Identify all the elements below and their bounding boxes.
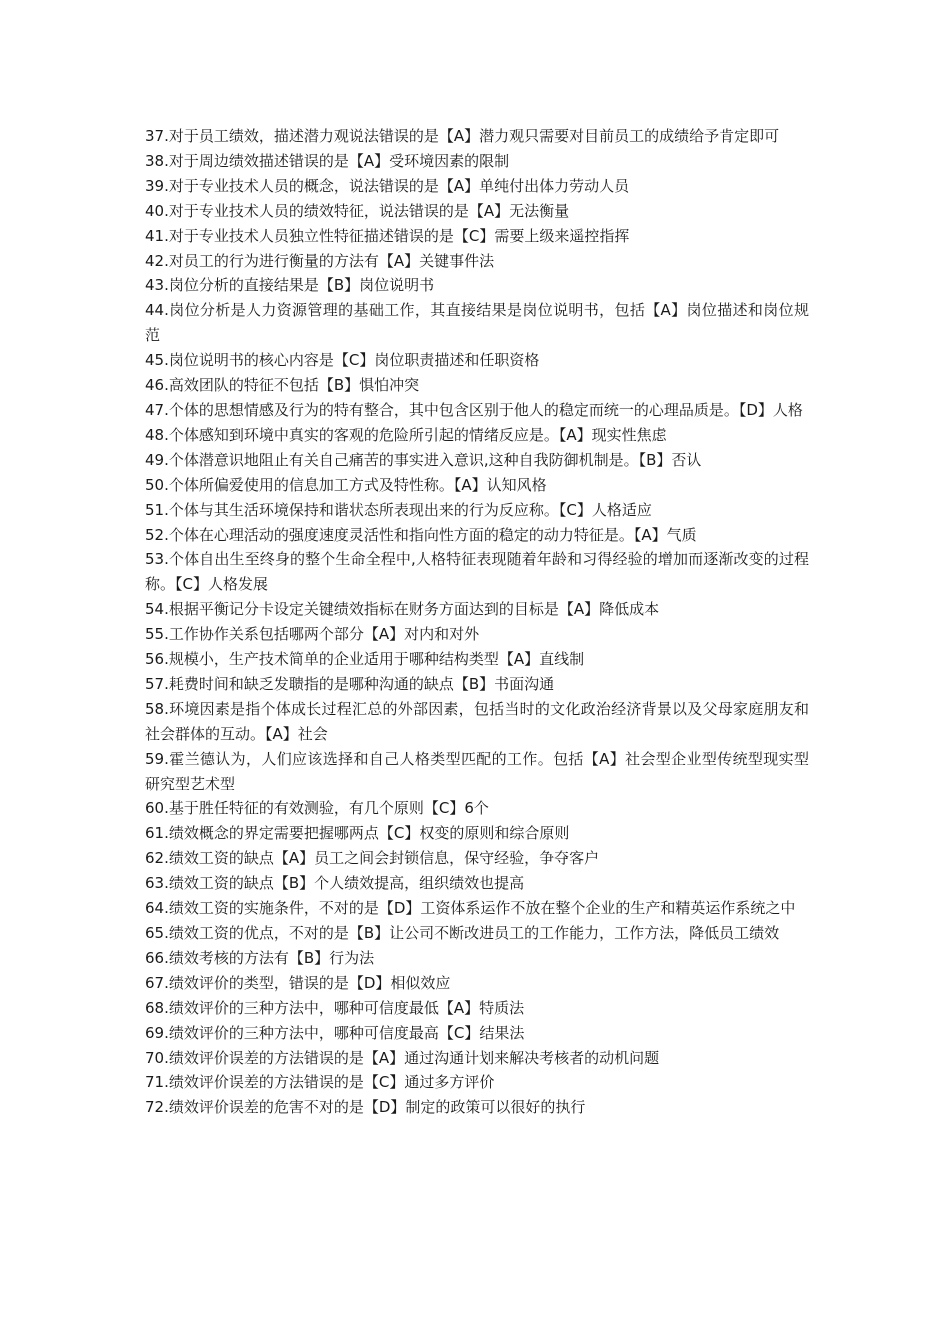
document-body: [145, 124, 809, 1120]
question-69: 69.绩效评价的三种方法中，哪种可信度最高【C】结果法: [145, 1023, 525, 1042]
question-66: 66.绩效考核的方法有【B】行为法: [145, 948, 375, 967]
question-54: 54.根据平衡记分卡设定关键绩效指标在财务方面达到的目标是【A】降低成本: [145, 600, 660, 619]
question-47: 47.个体的思想情感及行为的特有整合，其中包含区别于他人的稳定而统一的心理品质是。【D】人格: [145, 400, 803, 419]
question-63: 63.绩效工资的缺点【B】个人绩效提高，组织绩效也提高: [145, 874, 525, 893]
question-40: 40.对于专业技术人员的绩效特征，说法错误的是【A】无法衡量: [145, 201, 570, 220]
question-48: 48.个体感知到环境中真实的客观的危险所引起的情绪反应是。【A】现实性焦虑: [145, 425, 667, 444]
question-38: 38.对于周边绩效描述错误的是【A】受环境因素的限制: [145, 151, 510, 170]
question-37: 37.对于员工绩效，描述潜力观说法错误的是【A】潜力观只需要对目前员工的成绩给予肯定即可: [145, 127, 780, 145]
question-45: 45.岗位说明书的核心内容是【C】岗位职责描述和任职资格: [145, 351, 540, 370]
question-61: 61.绩效概念的界定需要把握哪两点【C】权变的原则和综合原则: [145, 824, 570, 843]
question-56: 56.规模小，生产技术简单的企业适用于哪种结构类型【A】直线制: [145, 650, 585, 669]
question-59: 59.霍兰德认为，人们应该选择和自己人格类型匹配的工作。包括【A】社会型企业型传统型现实型研究型艺术型: [145, 749, 809, 793]
question-46: 46.高效团队的特征不包括【B】惧怕冲突: [145, 376, 420, 395]
question-55: 55.工作协作关系包括哪两个部分【A】对内和对外: [145, 625, 480, 644]
question-57: 57.耗费时间和缺乏发聩指的是哪种沟通的缺点【B】书面沟通: [145, 674, 555, 693]
question-64: 64.绩效工资的实施条件，不对的是【D】工资体系运作不放在整个企业的生产和精英运作系统之中: [145, 899, 796, 918]
question-43: 43.岗位分析的直接结果是【B】岗位说明书: [145, 276, 435, 295]
question-51: 51.个体与其生活环境保持和谐状态所表现出来的行为反应称。【C】人格适应: [145, 500, 652, 519]
question-49: 49.个体潜意识地阻止有关自己痛苦的事实进入意识,这种自我防御机制是。【B】否认: [145, 450, 702, 469]
question-41: 41.对于专业技术人员独立性特征描述错误的是【C】需要上级来遥控指挥: [145, 226, 630, 245]
question-60: 60.基于胜任特征的有效测验，有几个原则【C】6个: [145, 799, 489, 818]
question-67: 67.绩效评价的类型，错误的是【D】相似效应: [145, 973, 451, 992]
question-62: 62.绩效工资的缺点【A】员工之间会封锁信息，保守经验，争夺客户: [145, 849, 600, 868]
question-71: 71.绩效评价误差的方法错误的是【C】通过多方评价: [145, 1073, 495, 1092]
question-58: 58.环境因素是指个体成长过程汇总的外部因素，包括当时的文化政治经济背景以及父母家庭朋友和社会群体的互动。【A】社会: [145, 699, 809, 743]
question-65: 65.绩效工资的优点，不对的是【B】让公司不断改进员工的工作能力，工作方法，降低员工绩效: [145, 924, 780, 942]
question-44: 44.岗位分析是人力资源管理的基础工作，其直接结果是岗位说明书，包括【A】岗位描述和岗位规范: [145, 301, 809, 345]
question-53: 53.个体自出生至终身的整个生命全程中,人格特征表现随着年龄和习得经验的增加而逐渐改变的过程称。【C】人格发展: [145, 550, 809, 594]
question-39: 39.对于专业技术人员的概念，说法错误的是【A】单纯付出体力劳动人员: [145, 176, 630, 195]
question-72: 72.绩效评价误差的危害不对的是【D】制定的政策可以很好的执行: [145, 1098, 586, 1117]
question-70: 70.绩效评价误差的方法错误的是【A】通过沟通计划来解决考核者的动机问题: [145, 1048, 660, 1067]
question-68: 68.绩效评价的三种方法中，哪种可信度最低【A】特质法: [145, 998, 525, 1017]
question-52: 52.个体在心理活动的强度速度灵活性和指向性方面的稳定的动力特征是。【A】气质: [145, 525, 697, 544]
question-50: 50.个体所偏爱使用的信息加工方式及特性称。【A】认知风格: [145, 475, 547, 494]
question-42: 42.对员工的行为进行衡量的方法有【A】关键事件法: [145, 251, 495, 270]
